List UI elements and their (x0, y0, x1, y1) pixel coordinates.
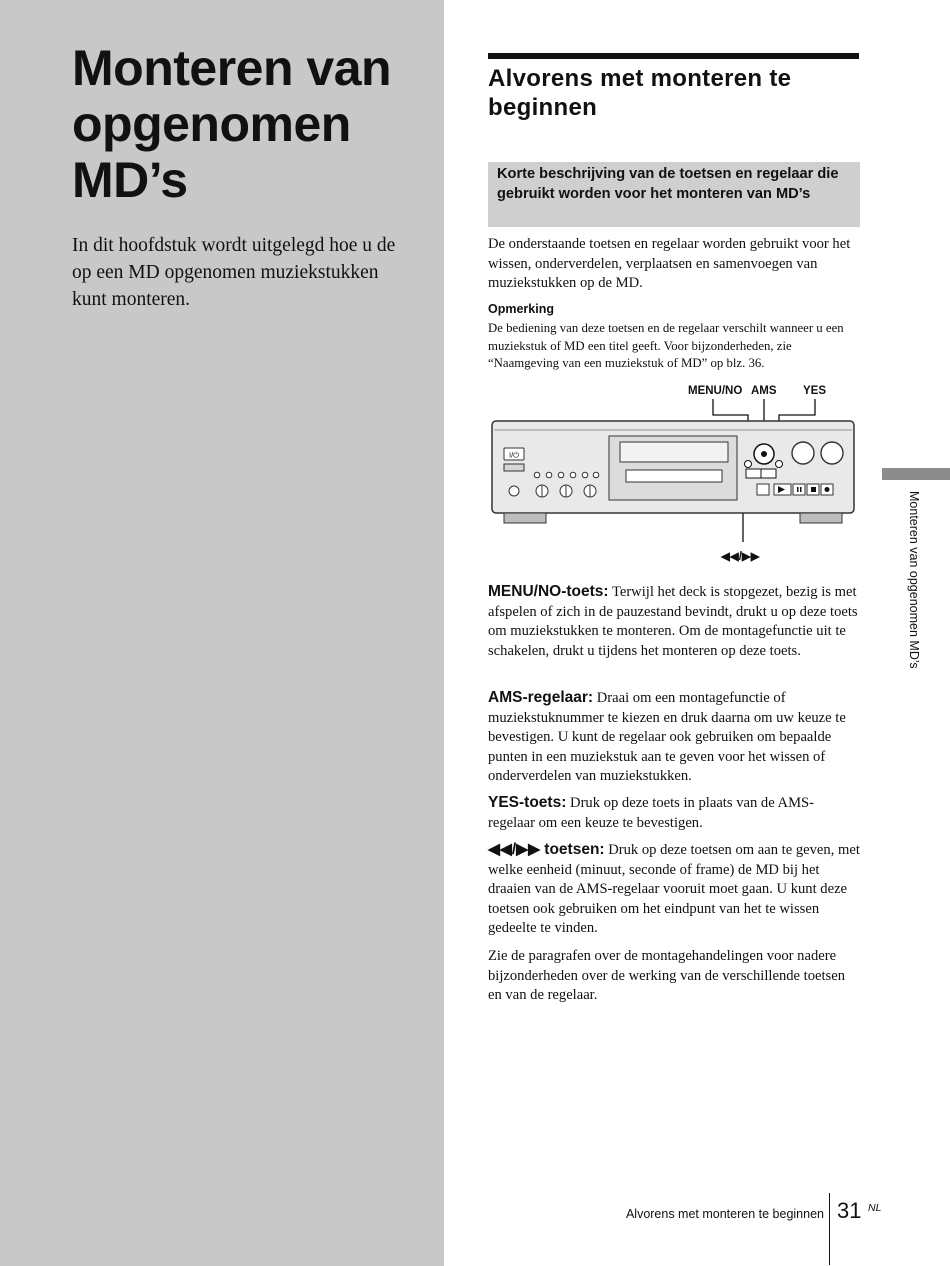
transport-buttons (757, 484, 833, 495)
section-title: Alvorens met monteren te beginnen (488, 65, 792, 121)
intro-paragraph: De onderstaande toetsen en regelaar worden gebruikt voor het wissen, onderverdelen, verplaatsen en samenvoegen van muziekstukken op de MD. (488, 236, 851, 291)
yes-text: Druk op deze toets in plaats van de AMS-regelaar om een keuze te bevestigen. (488, 795, 815, 831)
ams-description (488, 688, 860, 787)
disc-slot (626, 470, 722, 482)
label-ams: AMS (751, 385, 777, 397)
side-tab-label: Monteren van opgenomen MD’s (907, 491, 921, 669)
section-top-rule (488, 53, 859, 59)
yes-button (776, 461, 783, 468)
left-foot (504, 513, 546, 523)
side-tab-marker (882, 468, 950, 480)
skip-term: ◀◀/▶▶ toetsen: (488, 841, 605, 858)
mode-button (504, 464, 524, 471)
chapter-title: Monteren van opgenomen MD’s (72, 40, 392, 208)
page-number: 31 (837, 1198, 862, 1223)
ams-text: Draai om een montagefunctie of muziekstuknummer te kiezen en druk daarna om uw keuze te bevestigen. U kunt de regelaar ook gebruiken om bepaalde punten in een muziekstuk aan te geven voor het wissen of onderverdelen van muziekstukken. (488, 690, 846, 784)
menu-no-description (488, 582, 860, 661)
yes-description (488, 793, 860, 833)
label-menu-no: MENU/NO (688, 385, 743, 397)
menu-no-term: MENU/NO-toets: (488, 583, 609, 600)
note-text: De bediening van deze toetsen en de regelaar verschilt wanneer u een muziekstuk of MD een titel geeft. Voor bijzonderheden, zie “Naamgeving van een muziekstuk of MD” op blz. 36. (488, 321, 844, 370)
closing-paragraph: Zie de paragrafen over de montagehandelingen voor nadere bijzonderheden over de werking van de verschillende toetsen en van de regelaar. (488, 948, 846, 1003)
front-knobs (536, 485, 596, 497)
left-chapter-panel (0, 0, 444, 1266)
headphone-jack (509, 486, 519, 496)
deck-diagram (488, 378, 860, 568)
level-knob-1 (792, 442, 814, 464)
language-code: NL (868, 1202, 882, 1214)
right-foot (800, 513, 842, 523)
yes-term: YES-toets: (488, 794, 567, 811)
ams-term: AMS-regelaar: (488, 689, 594, 706)
menu-no-button (745, 461, 752, 468)
subsection-heading: Korte beschrijving van de toetsen en regelaar die gebruikt worden voor het monteren van MD’s (497, 166, 839, 202)
skip-description (488, 840, 860, 939)
label-skip: ◀◀/▶▶ (721, 551, 760, 563)
label-yes: YES (803, 385, 827, 397)
subsection-heading-box (488, 162, 860, 227)
chapter-intro: In dit hoofdstuk wordt uitgelegd hoe u de op een MD opgenomen muziekstukken kunt monteren. (72, 235, 396, 310)
level-knob-2 (821, 442, 843, 464)
menu-no-text: Terwijl het deck is stopgezet, bezig is met afspelen of zich in de pauzestand bevindt, drukt u op deze toets om muziekstukken te monteren. Om de montagefunctie uit te schakelen, drukt u tijdens het monteren op deze toets. (488, 584, 858, 659)
power-button-label: I/⏻ (509, 450, 520, 460)
note-heading: Opmerking (488, 302, 554, 316)
skip-text: Druk op deze toetsen om aan te geven, met welke eenheid (minuut, seconde of frame) de MD bij het draaien van de AMS-regelaar vooruit moet gaan. U kunt deze toetsen ook gebruiken om het eindpunt van het te wissen gedeelte te vinden. (488, 842, 860, 936)
display-window (620, 442, 728, 462)
footer-section-label: Alvorens met monteren te beginnen (625, 1207, 824, 1221)
footer-divider (829, 1193, 830, 1265)
